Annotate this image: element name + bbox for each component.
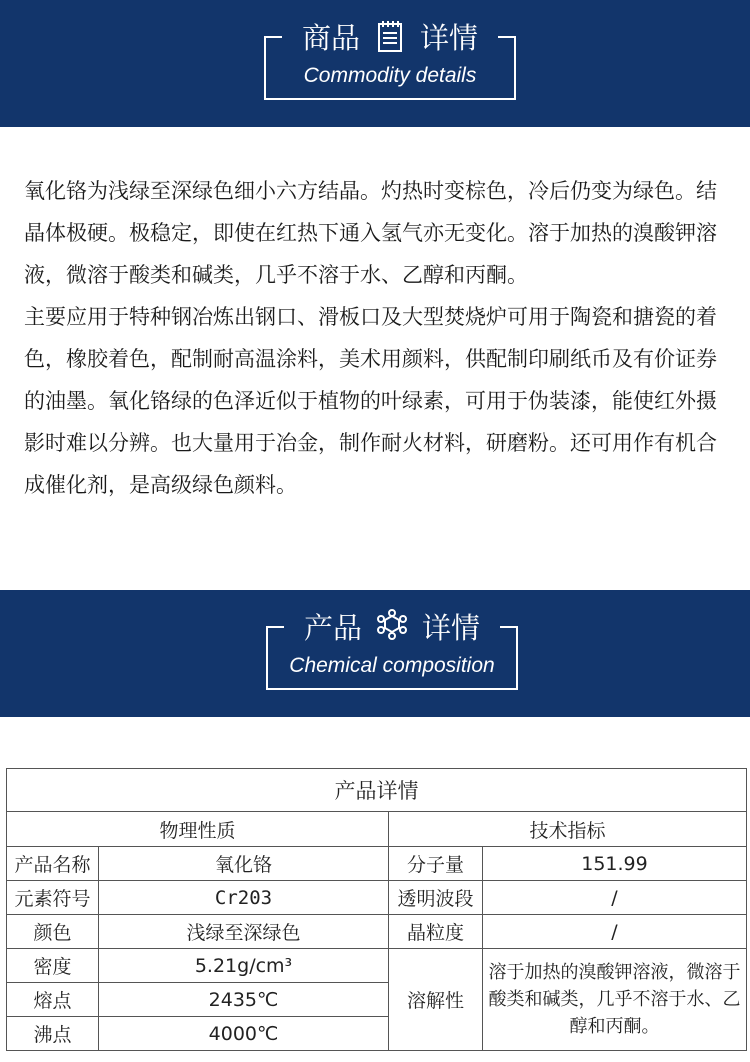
row-key: 晶粒度 [389, 915, 483, 949]
section-title-right: 详情 [420, 20, 479, 55]
row-value: / [483, 915, 747, 949]
description-paragraph-2: 主要应用于特种钢冶炼出钢口、滑板口及大型焚烧炉可用于陶瓷和搪瓷的着色，橡胶着色，配制耐高温涂料，美术用颜料，供配制印刷纸币及有价证券的油墨。氧化铬绿的色泽近似于植物的叶绿素，可用于伪装漆，能使红外摄影时难以分辨。也大量用于冶金，制作耐火材料，研磨粉。还可用作有机合成催化剂，是高级绿色颜料。 [24, 305, 717, 497]
molecule-icon [374, 608, 410, 644]
group-header-physical: 物理性质 [7, 812, 389, 847]
row-key: 沸点 [7, 1017, 99, 1051]
row-value: Cr203 [99, 881, 389, 915]
row-key: 颜色 [7, 915, 99, 949]
product-description [24, 170, 724, 506]
row-key: 产品名称 [7, 847, 99, 881]
row-key: 元素符号 [7, 881, 99, 915]
solubility-label: 溶解性 [389, 949, 483, 1051]
section-title-left: 产品 [303, 610, 362, 645]
row-value: 5.21g/cm³ [99, 949, 389, 983]
table-row [7, 949, 747, 983]
section-header-commodity [0, 0, 750, 127]
section-title-left: 商品 [301, 20, 360, 55]
table-caption: 产品详情 [7, 769, 747, 812]
group-header-technical: 技术指标 [389, 812, 747, 847]
solubility-value: 溶于加热的溴酸钾溶液，微溶于酸类和碱类，几乎不溶于水、乙醇和丙酮。 [483, 949, 747, 1051]
row-value: 浅绿至深绿色 [99, 915, 389, 949]
row-value: 氧化铬 [99, 847, 389, 881]
section-subtitle: Commodity details [303, 64, 477, 87]
row-key: 熔点 [7, 983, 99, 1017]
row-value: 2435℃ [99, 983, 389, 1017]
product-spec-table [6, 768, 747, 1051]
row-value: / [483, 881, 747, 915]
row-key: 透明波段 [389, 881, 483, 915]
description-paragraph-1: 氧化铬为浅绿至深绿色细小六方结晶。灼热时变棕色，冷后仍变为绿色。结晶体极硬。极稳定，即使在红热下通入氢气亦无变化。溶于加热的溴酸钾溶液，微溶于酸类和碱类，几乎不溶于水、乙醇和丙酮。 [24, 179, 717, 287]
notepad-icon [372, 18, 408, 54]
row-value: 4000℃ [99, 1017, 389, 1051]
section-title [264, 14, 516, 58]
section-subtitle: Chemical composition [289, 654, 495, 677]
section-title-right: 详情 [422, 610, 481, 645]
table-caption-row [7, 769, 747, 812]
table-group-row [7, 812, 747, 847]
table-row [7, 847, 747, 881]
row-key: 密度 [7, 949, 99, 983]
row-key: 分子量 [389, 847, 483, 881]
table-row [7, 881, 747, 915]
section-title [266, 604, 518, 648]
table-row [7, 915, 747, 949]
section-header-composition [0, 590, 750, 717]
row-value: 151.99 [483, 847, 747, 881]
